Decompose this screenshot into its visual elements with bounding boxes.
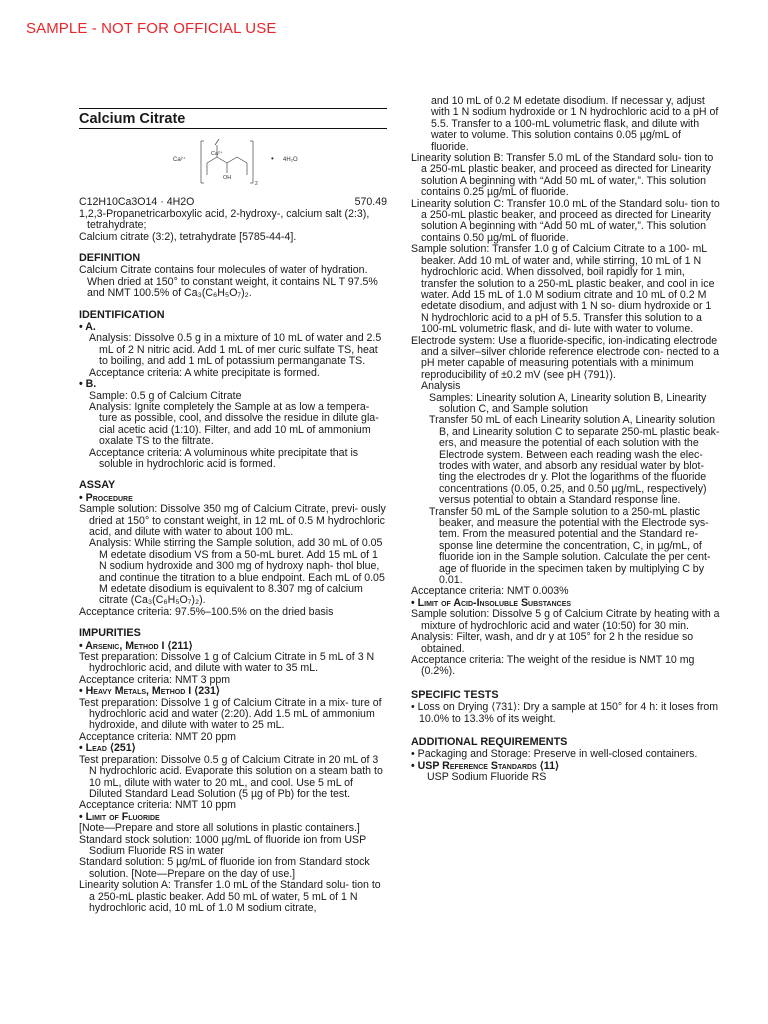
- assay-sample-solution: Sample solution: Dissolve 350 mg of Calcium Citrate, previ- ously dried at 150° to constant weight, in 12 mL of 0.5 M hydrochloric acid, and dilute with water to about 100 mL.: [79, 503, 386, 538]
- arsenic-test-prep: Test preparation: Dissolve 1 g of Calcium Citrate in 5 mL of 3 N hydrochloric acid, and dilute with water to 35 mL.: [79, 651, 375, 675]
- definition-text: Calcium Citrate contains four molecules of water of hydration. When dried at 150° to constant weight, it contains NL T 97.5% and NMT 100.5% of Ca₃(C₆H₅O₇)₂.: [79, 264, 378, 300]
- fluoride-sample-solution: Sample solution: Transfer 1.0 g of Calcium Citrate to a 100- mL beaker. Add 10 mL of water and, while stirring, 10 mL of 1 N hydrochloric acid. When dissolved, boil rapidly for 1 min, transfer the solution to a 250-mL plastic beaker, and cool in ice water. Add 15 mL of 1.0 M sodium citrate and 10 mL of 0.2 M edetate disodium, and adjust with 1 N so- dium hydroxide or 1 N hydrochloric acid to a pH of 5.5. Transfer this solution to a 100-mL volumetric flask, and di- lute with water to volume.: [411, 243, 715, 336]
- identification-a-analysis: Analysis: Dissolve 0.5 g in a mixture of 10 mL of water and 2.5 mL of 2 N nitric acid. Add 1 mL of mer curic sulfate TS, heat to boiling, and add 1 mL of potassium permanganate TS.: [89, 332, 382, 368]
- lead-heading: • Lead ⟨251⟩: [79, 742, 136, 755]
- loss-on-drying: • Loss on Drying ⟨731⟩: Dry a sample at 150° for 4 h: it loses from 10.0% to 13.3% of its weight.: [411, 701, 719, 725]
- identification-b-analysis: Analysis: Ignite completely the Sample at as low a tempera- ture as possible, cool, and dissolve the residue in dilute gla- cial acetic acid (1:10). Filter, and add 10 mL of ammonium oxalate TS to the filtrate.: [89, 400, 379, 448]
- identification-a-acceptance: Acceptance criteria: A white precipitate is formed.: [89, 366, 320, 379]
- molecular-formula: C12H10Ca3O14 · 4H2O: [79, 196, 195, 209]
- analysis-label: Analysis: [421, 380, 461, 393]
- assay-acceptance: Acceptance criteria: 97.5%–100.5% on the dried basis: [79, 605, 334, 618]
- chemical-name-1: 1,2,3-Propanetricarboxylic acid, 2-hydroxy-, calcium salt (2:3),: [79, 207, 370, 220]
- title-bottom-rule: [79, 128, 387, 129]
- chemical-name-3: Calcium citrate (3:2), tetrahydrate [5785-44-4].: [79, 230, 297, 243]
- acid-insoluble-analysis: Analysis: Filter, wash, and dr y at 105° for 2 h the residue so obtained.: [411, 631, 694, 655]
- heavy-metals-test-prep: Test preparation: Dissolve 1 g of Calcium Citrate in a mix- ture of hydrochloric acid and water (2:20). Add 1.5 mL of ammonium hydroxide, and dilute with water to 25 mL.: [79, 696, 382, 732]
- hydroxyl-label: OH: [223, 175, 232, 182]
- heavy-metals-heading: • Heavy Metals, Method I ⟨231⟩: [79, 685, 221, 698]
- ca-inner-label: Ca²⁺: [211, 151, 223, 158]
- linearity-solution-a: Linearity solution A: Transfer 1.0 mL of the Standard solu- tion to a 250-mL plastic beaker. Add 50 mL of water, 5 mL of 1 N hydrochloric acid, 10 mL of 1.0 M sodium citrate,: [79, 879, 381, 914]
- analysis-samples: Samples: Linearity solution A, Linearity solution B, Linearity solution C, and Sample solution: [429, 391, 707, 415]
- assay-heading: ASSAY: [79, 479, 116, 492]
- chemical-name-2: tetrahydrate;: [87, 219, 147, 232]
- identification-b: • B.: [79, 378, 97, 391]
- arsenic-acceptance: Acceptance criteria: NMT 3 ppm: [79, 673, 231, 686]
- linearity-solution-c: Linearity solution C: Transfer 10.0 mL of the Standard solu- tion to a 250-mL plastic beaker, and proceed as directed for Linearity solution A beginning with “Add 50 mL of water,”. This solution contains 0.50 µg/mL of fluoride.: [411, 197, 720, 244]
- fluoride-heading: • Limit of Fluoride: [79, 810, 160, 823]
- hydrate-dot: •: [271, 154, 274, 164]
- sample-watermark: SAMPLE - NOT FOR OFFICIAL USE: [26, 20, 277, 37]
- identification-heading: IDENTIFICATION: [79, 308, 165, 321]
- additional-requirements-heading: ADDITIONAL REQUIREMENTS: [411, 735, 568, 748]
- packaging-storage: • Packaging and Storage: Preserve in well-closed containers.: [411, 748, 698, 761]
- analysis-transfer-2: Transfer 50 mL of the Sample solution to a 250-mL plastic beaker, and measure the potential with the Electrode sys- tem. From the measured potential and the Standard re- sponse line determine the concentration, C, in µg/mL, of fluoride ion in the Sample solution. Calculate the per cent- age of fluoride in the specimen taken by multiplying C by 0.01.: [429, 505, 711, 587]
- identification-a: • A.: [79, 321, 96, 334]
- lead-acceptance: Acceptance criteria: NMT 10 ppm: [79, 799, 237, 812]
- fluoride-acceptance: Acceptance criteria: NMT 0.003%: [411, 585, 569, 598]
- definition-heading: DEFINITION: [79, 252, 141, 265]
- specific-tests-heading: SPECIFIC TESTS: [411, 688, 499, 701]
- assay-procedure: • Procedure: [79, 491, 133, 504]
- fluoride-standard-stock: Standard stock solution: 1000 µg/mL of fluoride ion from USP Sodium Fluoride RS in water: [79, 833, 366, 857]
- lead-test-prep: Test preparation: Dissolve 0.5 g of Calcium Citrate in 20 mL of 3 N hydrochloric acid. Evaporate this solution on a steam bath to 10 mL, dilute with water to 20 mL, and cool. Use 5 mL of Diluted Standard Lead Solution (5 µg of Pb) for the test.: [79, 753, 383, 800]
- right-column: [411, 96, 721, 784]
- acid-insoluble-sample: Sample solution: Dissolve 5 g of Calcium Citrate by heating with a mixture of hydrochloric acid and water (10:50) for 30 min.: [411, 608, 720, 632]
- title-top-rule: [79, 108, 387, 109]
- identification-b-sample: Sample: 0.5 g of Calcium Citrate: [89, 389, 242, 402]
- chemical-structure: [171, 135, 341, 189]
- analysis-transfer-1: Transfer 50 mL of each Linearity solution A, Linearity solution B, and Linearity solution C to separate 250-mL plastic beak- ers, and measure the potential of each solution with the Electrode system. Between each reading wash the elec- trodes with water, and absorb any residual water by blot- ting the electrodes dr y. Plot the logarithms of the fluoride concentrations (0.05, 0.25, and 0.50 µg/mL, respectively) versus potential to obtain a Standard response line.: [429, 414, 720, 507]
- heavy-metals-acceptance: Acceptance criteria: NMT 20 ppm: [79, 730, 237, 743]
- linearity-solution-b: Linearity solution B: Transfer 5.0 mL of the Standard solu- tion to a 250-mL plastic beaker, and proceed as directed for Linearity solution A beginning with “Add 50 mL of water,”. This solution contains 0.25 µg/mL of fluoride.: [411, 152, 714, 199]
- monograph-title: Calcium Citrate: [79, 111, 186, 127]
- arsenic-heading: • Arsenic, Method I ⟨211⟩: [79, 639, 193, 652]
- ca-ion-label: Ca²⁺: [173, 157, 186, 164]
- subscript-label: 2: [255, 181, 258, 188]
- molecular-weight: 570.49: [354, 196, 387, 209]
- electrode-system: Electrode system: Use a fluoride-specific, ion-indicating electrode and a silver–silver chloride reference electrode con- nected to a pH meter capable of measuring potentials with a minimum reproducibility of ±0.2 mV (see pH ⟨791⟩).: [411, 334, 719, 381]
- acid-insoluble-acceptance: Acceptance criteria: The weight of the residue is NMT 10 mg (0.2%).: [411, 653, 695, 678]
- fluoride-standard-solution: Standard solution: 5 µg/mL of fluoride ion from Standard stock solution. [Note—Prepare on the day of use.]: [79, 856, 370, 880]
- linearity-a-continued: and 10 mL of 0.2 M edetate disodium. If necessar y, adjust with 1 N sodium hydroxide or 1 N hydrochloric acid to a pH of 5.5. Transfer to a 100-mL volumetric flask, and dilute with water to volume. This solution contains 0.05 µg/mL of fluoride.: [431, 95, 719, 153]
- fluoride-note: [Note—Prepare and store all solutions in plastic containers.]: [79, 822, 360, 835]
- water-label: 4H₂O: [283, 157, 298, 164]
- usp-sodium-fluoride-rs: USP Sodium Fluoride RS: [427, 771, 547, 784]
- assay-analysis: Analysis: While stirring the Sample solution, add 30 mL of 0.05 M edetate disodium VS from a 50-mL buret. Add 15 mL of 1 N sodium hydroxide and 300 mg of hydroxy naph- thol blue, and continue the titration to a blue endpoint. Each mL of 0.05 M edetate disodium is equivalent to 8.307 mg of calcium citrate (Ca₃(C₆H₅O₇)₂).: [89, 537, 385, 607]
- identification-b-acceptance: Acceptance criteria: A voluminous white precipitate that is soluble in hydrochloric acid is formed.: [89, 446, 359, 470]
- left-column: [79, 104, 387, 914]
- usp-reference-standards: • USP Reference Standards ⟨11⟩: [411, 759, 560, 772]
- acid-insoluble-heading: • Limit of Acid-Insoluble Substances: [411, 596, 572, 609]
- impurities-heading: IMPURITIES: [79, 627, 141, 640]
